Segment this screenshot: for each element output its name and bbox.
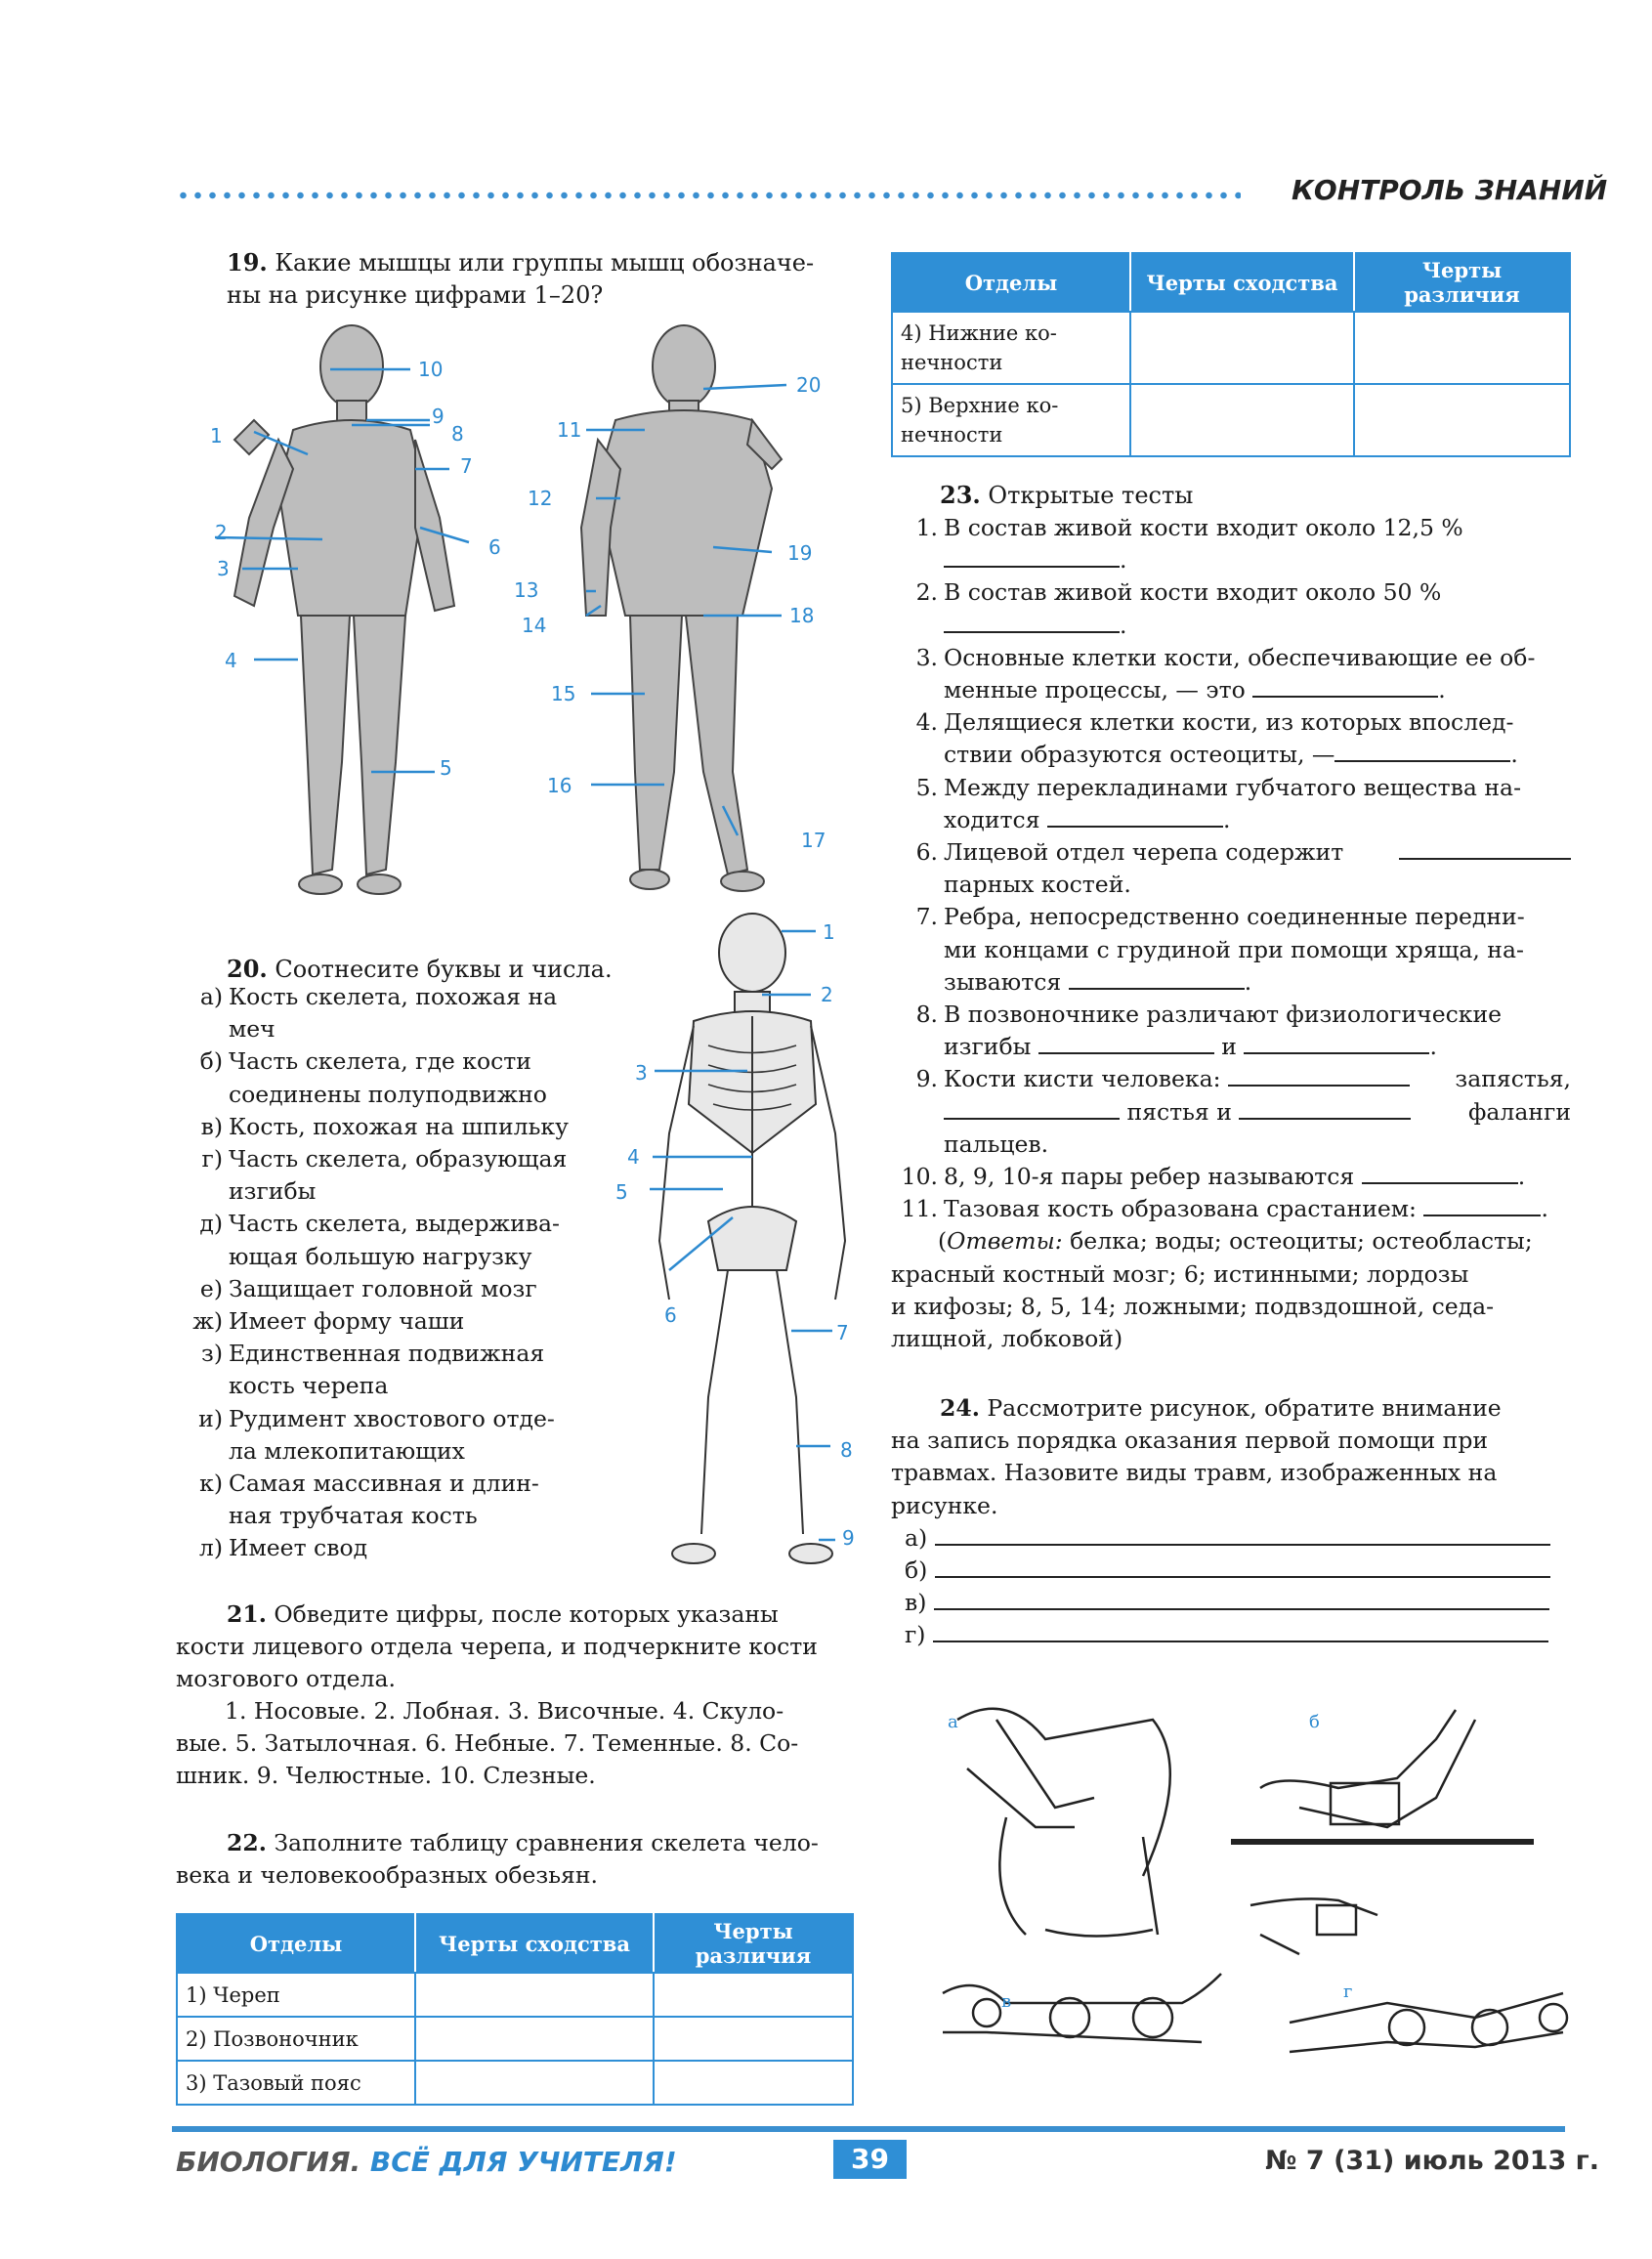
table-cell[interactable] [415, 2061, 654, 2105]
comparison-table-part2 [891, 252, 1571, 457]
q23-title-text: Открытые тесты [988, 482, 1194, 509]
q20-item-letter: б) [199, 1047, 223, 1076]
muscle-label-20: 20 [796, 373, 822, 397]
answer-blank[interactable] [1334, 739, 1510, 762]
item-text: Кости кисти человека: [944, 1065, 1221, 1093]
row-label-line1: 4) Нижние ко- [901, 321, 1057, 345]
q24-line2: на запись порядка оказания первой помощи при [891, 1427, 1489, 1455]
item-text: зываются [944, 967, 1062, 996]
answer-letter: г) [905, 1621, 926, 1649]
answer-blank[interactable] [1047, 804, 1223, 828]
q20-item-text-cont: кость черепа [229, 1372, 389, 1400]
journal-title [176, 2146, 677, 2178]
fig-label-d: г [1343, 1982, 1353, 2002]
q21-line3: мозгового отдела. [176, 1665, 396, 1692]
skeleton-label-4: 4 [627, 1145, 640, 1169]
q22-line1: Заполните таблицу сравнения скелета чело- [274, 1829, 819, 1856]
q20-item [184, 1338, 594, 1402]
row-label-line1: 5) Верхние ко- [901, 394, 1059, 417]
journal-title-main: БИОЛОГИЯ. [176, 2146, 361, 2178]
col-header-sections: Отделы [177, 1914, 415, 1973]
item-text: Делящиеся клетки кости, из которых впослед- [944, 708, 1514, 737]
q20-item [184, 1143, 594, 1208]
muscle-label-18: 18 [789, 604, 815, 627]
muscle-label-9: 9 [432, 405, 445, 428]
item-text: В состав живой кости входит около 50 % [944, 578, 1442, 607]
table-cell[interactable] [654, 2017, 853, 2061]
item-text: Лицевой отдел черепа содержит [944, 838, 1344, 867]
item-text: Между перекладинами губчатого вещества на- [944, 773, 1522, 801]
q20-item-text-cont: ла млекопитающих [229, 1436, 465, 1465]
item-text: ходится [944, 805, 1040, 833]
q20-item-text-cont: ная трубчатая кость [229, 1502, 478, 1530]
q22-number: 22. [227, 1829, 267, 1856]
section-title: КОНТРОЛЬ ЗНАНИЙ [1292, 174, 1608, 206]
q20-item [184, 1532, 594, 1564]
fig-label-b: б [1309, 1712, 1320, 1732]
answer-blank[interactable] [1399, 836, 1571, 860]
q23-list: 1. В состав живой кости входит около 12,5 % . 2. В состав живой кости входит около 50 % . 3. Основные клетки кости, обеспечивающие ее об- менные процессы, — это . 4. Делящиеся клетки кости, из которых впослед- ствии образуются остеоциты, — . 5. Между перекладинами губчатого вещества на- ходится . 6. Лицевой отдел черепа содержит парных костей. 7. Ребра, непосредственно соединенные передни- ми концами с грудиной при помощи хряща, на- зываются . 8. В позвоночнике различают физиологические изгибы и . 9. Кости кисти человека: запястья, пястья и фаланги пальцев. 10. 8, 9, 10-я пары ребер называются . 11. Тазовая кость образована срастанием: . (Ответы: белка; воды; остеоциты; остеобласты; красный костный мозг; 6; истинными; лордозы и кифозы; 8, 5, 14; ложными; подвздошной, седа- лищной, лобковой) [891, 512, 1571, 1355]
muscle-label-12: 12 [528, 487, 553, 510]
q20-item [184, 1273, 594, 1305]
item-number: 1. [915, 514, 938, 541]
item-text: парных костей. [944, 871, 1131, 899]
row-label: 3) Тазовый пояс [177, 2061, 415, 2105]
answer-blank[interactable] [1252, 674, 1438, 698]
table-cell[interactable] [1354, 384, 1570, 456]
q20-item-text: Рудимент хвостового отде- [229, 1404, 555, 1432]
q20-item-text-cont: меч [229, 1015, 275, 1044]
q24-line3: травмах. Назовите виды травм, изображенных на [891, 1459, 1498, 1487]
skeleton-label-9: 9 [842, 1526, 855, 1550]
q20-item-letter: л) [198, 1534, 223, 1562]
q20-item [184, 1305, 594, 1338]
q20-item [184, 1208, 594, 1272]
col-header-similarity: Черты сходства [415, 1914, 654, 1973]
q24-block [891, 1392, 1571, 1652]
muscle-label-7: 7 [460, 454, 473, 478]
col-header-difference: Черты различия [654, 1914, 853, 1973]
skeleton-label-2: 2 [821, 983, 833, 1006]
table-cell[interactable] [415, 1973, 654, 2017]
q20-item-text: Часть скелета, где кости [229, 1047, 531, 1076]
muscle-label-16: 16 [547, 774, 572, 797]
item-text: запястья, [1455, 1065, 1571, 1093]
q20-item-letter: з) [201, 1340, 223, 1368]
table-cell[interactable] [1130, 312, 1354, 384]
answer-letter: в) [905, 1589, 927, 1617]
front-muscle-figure [234, 325, 454, 894]
item-text: В состав живой кости входит около 12,5 % [944, 514, 1463, 541]
q21-line2: кости лицевого отдела черепа, и подчеркните кости [176, 1633, 818, 1660]
q21-line6: шник. 9. Челюстные. 10. Слезные. [176, 1762, 596, 1789]
q24-line4: рисунке. [891, 1491, 998, 1519]
item-number: 10. [901, 1163, 938, 1191]
row-label-line2: нечности [901, 423, 1003, 447]
answer-blank[interactable] [1069, 966, 1245, 990]
q20-item-letter: е) [199, 1274, 223, 1302]
q22-block [176, 1827, 860, 1892]
table-cell[interactable] [1130, 384, 1354, 456]
item-number: 2. [915, 578, 938, 607]
skeleton-label-6: 6 [664, 1303, 677, 1327]
item-number: 3. [915, 643, 938, 671]
muscle-label-3: 3 [217, 557, 230, 580]
item-text: ствии образуются остеоциты, — [944, 741, 1335, 769]
q20-item-text: Часть скелета, образующая [229, 1145, 568, 1173]
answer-line[interactable] [935, 1555, 1550, 1578]
q20-item-letter: в) [200, 1112, 223, 1140]
muscle-label-6: 6 [488, 535, 501, 559]
answer-line[interactable] [935, 1522, 1550, 1546]
q21-number: 21. [227, 1600, 267, 1628]
back-muscle-figure [581, 325, 782, 891]
item-number: 11. [901, 1195, 938, 1223]
comparison-table-part1 [176, 1913, 854, 2106]
skeleton-label-8: 8 [840, 1438, 853, 1462]
table-cell[interactable] [654, 2061, 853, 2105]
q20-item-letter: а) [199, 983, 223, 1010]
q22-line2: века и человекообразных обезьян. [176, 1861, 598, 1889]
answer-blank[interactable] [944, 610, 1120, 633]
skeleton-label-1: 1 [823, 920, 835, 944]
answer-letter: б) [905, 1556, 928, 1585]
q20-item-text: Единственная подвижная [229, 1340, 545, 1368]
answer-blank[interactable] [1038, 1031, 1214, 1054]
q20-item [184, 1468, 594, 1532]
row-label: 1) Череп [177, 1973, 415, 2017]
answers-line2: красный костный мозг; 6; истинными; лордозы [891, 1259, 1469, 1288]
q20-item [184, 1403, 594, 1468]
q23-title [940, 479, 1193, 512]
answer-line[interactable] [934, 1587, 1549, 1610]
q20-item-letter: д) [199, 1210, 223, 1238]
q21-line1: Обведите цифры, после которых указаны [274, 1600, 779, 1628]
q20-list [184, 981, 594, 1565]
q24-number: 24. [940, 1394, 980, 1422]
muscle-label-11: 11 [557, 418, 582, 442]
table-cell[interactable] [654, 1973, 853, 2017]
item-number: 9. [915, 1065, 938, 1093]
q20-item-text: Имеет форму чаши [229, 1307, 465, 1336]
item-text: 8, 9, 10-я пары ребер называются [944, 1163, 1355, 1191]
answer-blank[interactable] [944, 1096, 1120, 1120]
muscle-label-15: 15 [551, 682, 576, 705]
q20-item-text: Защищает головной мозг [229, 1274, 537, 1302]
item-text: фаланги [1468, 1097, 1571, 1126]
item-number: 7. [915, 903, 938, 931]
q20-item-text: Самая массивная и длин- [229, 1470, 539, 1498]
q19-text [227, 246, 862, 312]
q19-number: 19. [227, 248, 268, 277]
muscle-label-8: 8 [451, 422, 464, 446]
answer-blank[interactable] [944, 544, 1120, 568]
answers-line3: и кифозы; 8, 5, 14; ложными; подвздошной, седа- [891, 1292, 1495, 1320]
footer-rule [172, 2126, 1565, 2132]
q20-item-letter: и) [198, 1404, 223, 1432]
q21-line4: 1. Носовые. 2. Лобная. 3. Височные. 4. Скуло- [225, 1697, 784, 1725]
q20-item-text: Кость скелета, похожая на [229, 983, 558, 1010]
table-cell[interactable] [1354, 312, 1570, 384]
muscle-label-4: 4 [225, 649, 237, 672]
q24-line1: Рассмотрите рисунок, обратите внимание [987, 1394, 1502, 1422]
answers-line4: лищной, лобковой) [891, 1325, 1123, 1353]
skeleton-leader-lines [606, 909, 899, 1554]
row-label [892, 312, 1130, 384]
q23-number: 23. [940, 481, 981, 509]
q20-item-text: Часть скелета, выдержива- [229, 1210, 560, 1238]
item-text: менные процессы, — это [944, 676, 1246, 704]
item-text: пястья и [1126, 1097, 1232, 1126]
skeleton-label-3: 3 [635, 1061, 648, 1085]
item-number: 6. [915, 838, 938, 867]
q21-block [176, 1598, 860, 1792]
muscle-label-2: 2 [215, 521, 228, 544]
q21-line5: вые. 5. Затылочная. 6. Небные. 7. Теменные. 8. Со- [176, 1729, 799, 1757]
fig-label-c: в [1001, 1991, 1012, 2012]
answers-line1: белка; воды; остеоциты; остеобласты; [1070, 1227, 1533, 1256]
first-aid-illustration [928, 1681, 1573, 2091]
fig-label-a: а [948, 1712, 958, 1732]
item-text: и [1221, 1033, 1237, 1061]
q20-item-text-cont: соединены полуподвижно [229, 1080, 547, 1108]
q20-item-letter: к) [199, 1470, 223, 1498]
q20-item-letter: г) [201, 1145, 223, 1173]
muscle-label-19: 19 [787, 541, 813, 565]
col-header-sections: Отделы [892, 253, 1130, 312]
answer-blank[interactable] [1244, 1031, 1429, 1054]
item-text: Основные клетки кости, обеспечивающие ее об- [944, 643, 1536, 671]
page-number: 39 [833, 2140, 907, 2179]
row-label: 2) Позвоночник [177, 2017, 415, 2061]
q20-item-text-cont: ющая большую нагрузку [229, 1242, 532, 1270]
q19-line1: Какие мышцы или группы мышц обозначе- [275, 249, 815, 277]
answers-label: Ответы: [947, 1227, 1063, 1256]
item-text: ми концами с грудиной при помощи хряща, на- [944, 935, 1524, 963]
q20-item-letter: ж) [192, 1307, 223, 1336]
q20-title-text: Соотнесите буквы и числа. [275, 956, 613, 983]
q20-item [184, 1111, 594, 1143]
answer-blank[interactable] [1423, 1193, 1541, 1216]
muscle-label-13: 13 [514, 578, 539, 602]
row-label [892, 384, 1130, 456]
q20-item-text-cont: изгибы [229, 1177, 317, 1206]
q20-item [184, 981, 594, 1045]
skeleton-label-5: 5 [615, 1180, 628, 1204]
q20-number: 20. [227, 955, 268, 983]
issue-info: № 7 (31) июль 2013 г. [1265, 2146, 1600, 2176]
table-cell[interactable] [415, 2017, 654, 2061]
muscle-label-5: 5 [440, 756, 452, 780]
answer-blank[interactable] [1239, 1096, 1411, 1120]
muscle-label-1: 1 [210, 424, 223, 448]
col-header-similarity: Черты сходства [1130, 253, 1354, 312]
item-number: 8. [915, 1001, 938, 1029]
header-dotted-rule [176, 189, 1241, 202]
item-text: изгибы [944, 1033, 1032, 1061]
item-text: Тазовая кость образована срастанием: [944, 1195, 1417, 1223]
muscle-label-17: 17 [801, 829, 826, 852]
answer-blank[interactable] [1228, 1063, 1410, 1087]
journal-title-accent: ВСЁ ДЛЯ УЧИТЕЛЯ! [369, 2146, 677, 2178]
item-text: пальцев. [944, 1130, 1049, 1158]
row-label-line2: нечности [901, 351, 1003, 374]
item-text: Ребра, непосредственно соединенные передни- [944, 903, 1525, 931]
q20-item-text: Имеет свод [229, 1534, 368, 1562]
item-text: В позвоночнике различают физиологические [944, 1001, 1503, 1029]
item-number: 4. [915, 708, 938, 737]
skeleton-label-7: 7 [836, 1321, 849, 1344]
q20-item [184, 1045, 594, 1110]
q19-line2: ны на рисунке цифрами 1–20? [227, 281, 604, 309]
col-header-difference: Черты различия [1354, 253, 1570, 312]
answer-letter: а) [905, 1523, 928, 1552]
answer-line[interactable] [933, 1619, 1548, 1642]
muscle-label-10: 10 [418, 358, 444, 381]
muscle-label-14: 14 [522, 614, 547, 637]
q20-item-text: Кость, похожая на шпильку [229, 1112, 569, 1140]
answer-blank[interactable] [1362, 1161, 1518, 1184]
item-number: 5. [915, 773, 938, 801]
